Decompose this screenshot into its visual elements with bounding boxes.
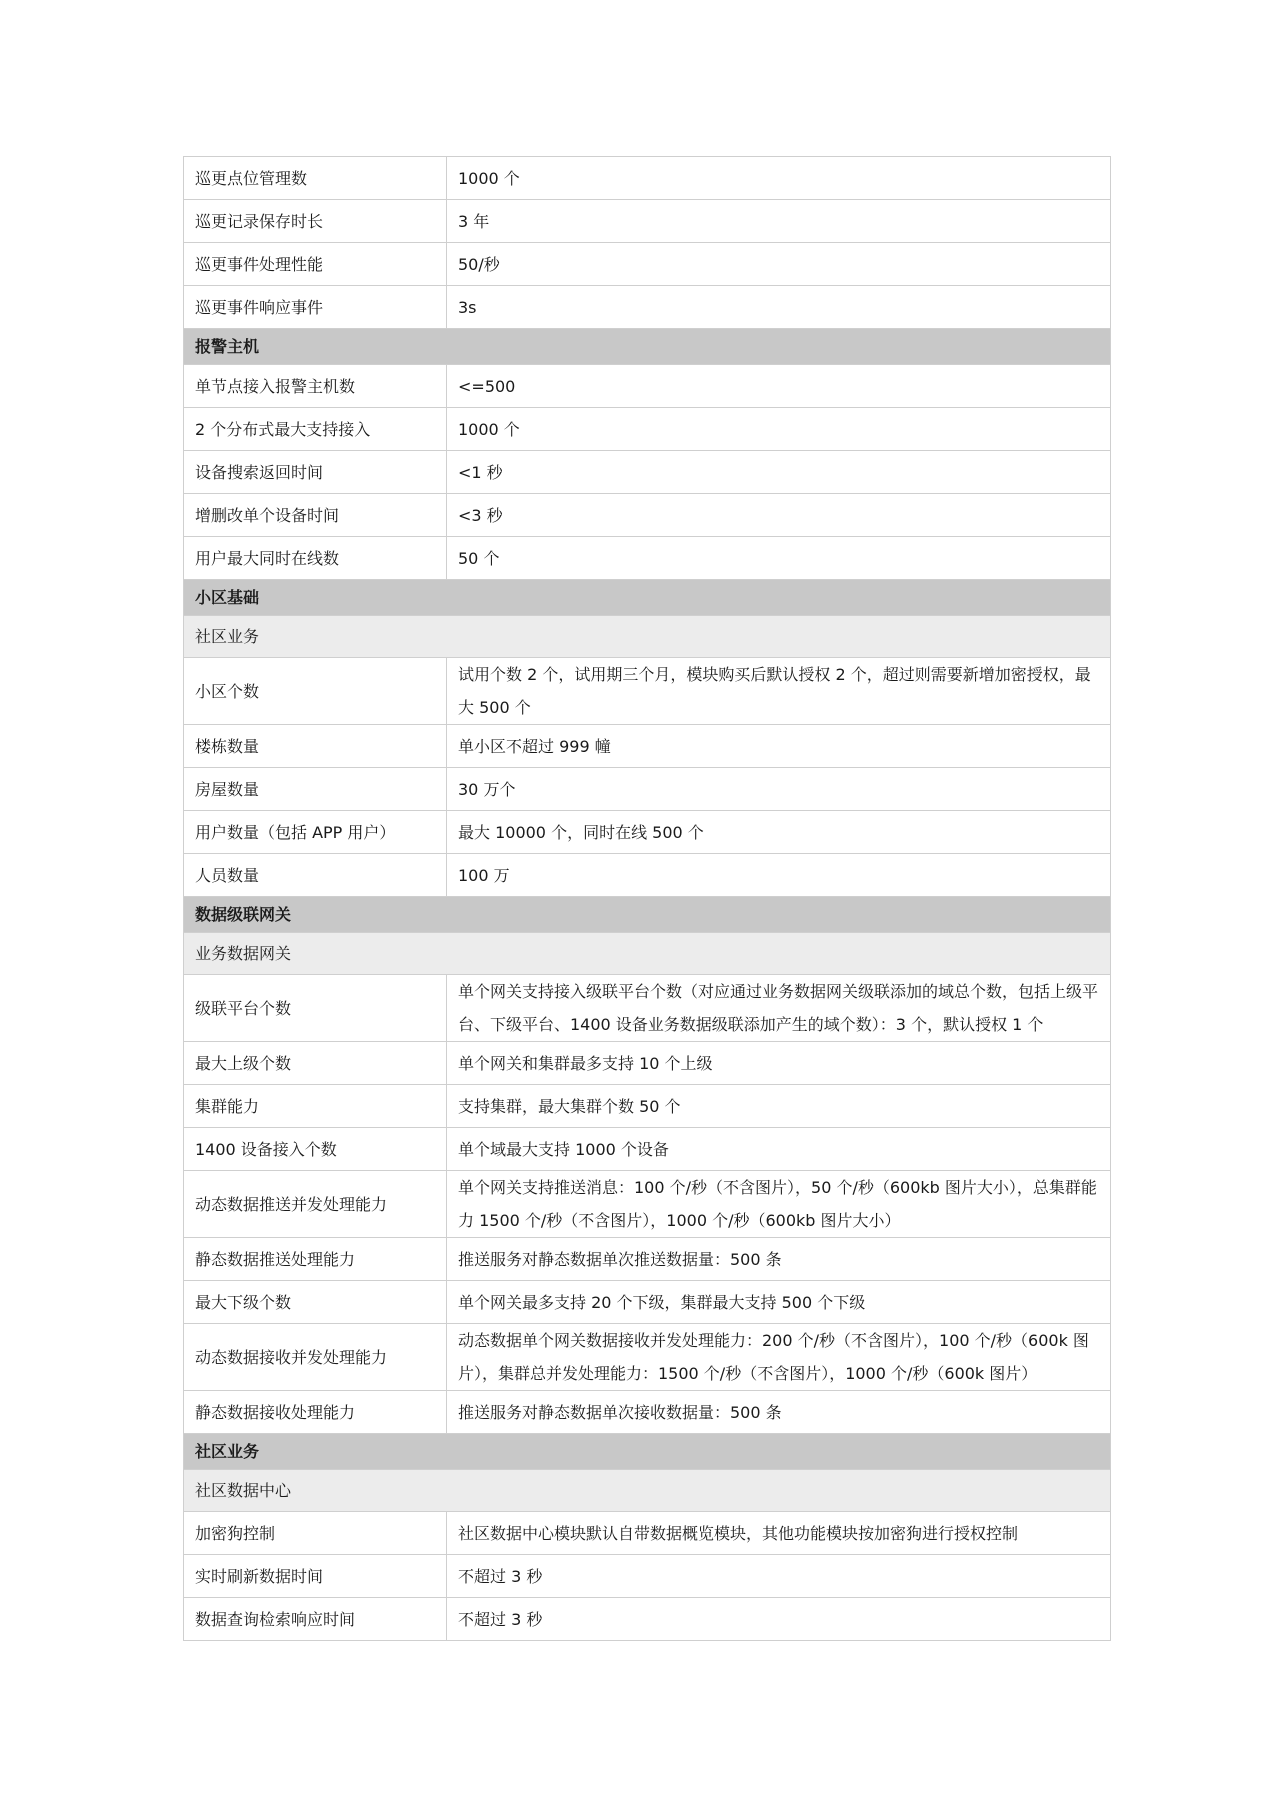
spec-table <box>183 156 1111 1641</box>
section-title: 社区业务 <box>184 1434 1111 1470</box>
table-row <box>184 1598 1111 1641</box>
spec-value: 支持集群，最大集群个数 50 个 <box>447 1085 1111 1128</box>
spec-value: 1000 个 <box>447 157 1111 200</box>
spec-table-body <box>184 157 1111 1641</box>
spec-value: <1 秒 <box>447 451 1111 494</box>
spec-value: 单个网关支持接入级联平台个数（对应通过业务数据网关级联添加的域总个数，包括上级平台、下级平台、1400 设备业务数据级联添加产生的域个数）：3 个，默认授权 1 个 <box>447 975 1111 1042</box>
section-header <box>184 580 1111 616</box>
table-row <box>184 200 1111 243</box>
table-row <box>184 1128 1111 1171</box>
spec-value: 不超过 3 秒 <box>447 1555 1111 1598</box>
section-header <box>184 1434 1111 1470</box>
table-row <box>184 768 1111 811</box>
spec-label: 巡更记录保存时长 <box>184 200 447 243</box>
spec-label: 用户数量（包括 APP 用户） <box>184 811 447 854</box>
spec-value: 单小区不超过 999 幢 <box>447 725 1111 768</box>
spec-label: 级联平台个数 <box>184 975 447 1042</box>
spec-value: 不超过 3 秒 <box>447 1598 1111 1641</box>
table-row <box>184 854 1111 897</box>
table-row <box>184 1555 1111 1598</box>
table-row <box>184 1391 1111 1434</box>
table-row <box>184 157 1111 200</box>
spec-value: 推送服务对静态数据单次推送数据量：500 条 <box>447 1238 1111 1281</box>
subsection-title: 社区业务 <box>184 616 1111 658</box>
table-row <box>184 1085 1111 1128</box>
spec-label: 静态数据推送处理能力 <box>184 1238 447 1281</box>
subsection-title: 社区数据中心 <box>184 1470 1111 1512</box>
table-row <box>184 286 1111 329</box>
table-row <box>184 1512 1111 1555</box>
section-title: 小区基础 <box>184 580 1111 616</box>
spec-value: 3s <box>447 286 1111 329</box>
spec-label: 房屋数量 <box>184 768 447 811</box>
section-title: 报警主机 <box>184 329 1111 365</box>
table-row <box>184 537 1111 580</box>
spec-value: 单个网关支持推送消息：100 个/秒（不含图片），50 个/秒（600kb 图片大小），总集群能力 1500 个/秒（不含图片），1000 个/秒（600kb 图片大小） <box>447 1171 1111 1238</box>
spec-label: 实时刷新数据时间 <box>184 1555 447 1598</box>
spec-label: 巡更点位管理数 <box>184 157 447 200</box>
spec-value: 推送服务对静态数据单次接收数据量：500 条 <box>447 1391 1111 1434</box>
table-row <box>184 1324 1111 1391</box>
table-row <box>184 494 1111 537</box>
spec-label: 设备搜索返回时间 <box>184 451 447 494</box>
spec-value: 100 万 <box>447 854 1111 897</box>
table-row <box>184 811 1111 854</box>
spec-value: 社区数据中心模块默认自带数据概览模块，其他功能模块按加密狗进行授权控制 <box>447 1512 1111 1555</box>
spec-label: 增删改单个设备时间 <box>184 494 447 537</box>
spec-value: 50 个 <box>447 537 1111 580</box>
spec-value: 最大 10000 个，同时在线 500 个 <box>447 811 1111 854</box>
spec-label: 动态数据接收并发处理能力 <box>184 1324 447 1391</box>
spec-label: 用户最大同时在线数 <box>184 537 447 580</box>
subsection-header <box>184 933 1111 975</box>
subsection-title: 业务数据网关 <box>184 933 1111 975</box>
table-row <box>184 408 1111 451</box>
spec-label: 小区个数 <box>184 658 447 725</box>
spec-label: 楼栋数量 <box>184 725 447 768</box>
section-header <box>184 897 1111 933</box>
subsection-header <box>184 1470 1111 1512</box>
table-row <box>184 1281 1111 1324</box>
spec-value: <3 秒 <box>447 494 1111 537</box>
table-row <box>184 243 1111 286</box>
table-row <box>184 658 1111 725</box>
spec-value: 动态数据单个网关数据接收并发处理能力：200 个/秒（不含图片），100 个/秒（600k 图片），集群总并发处理能力：1500 个/秒（不含图片），1000 个/秒（600k 图片） <box>447 1324 1111 1391</box>
spec-label: 人员数量 <box>184 854 447 897</box>
spec-value: 1000 个 <box>447 408 1111 451</box>
spec-label: 动态数据推送并发处理能力 <box>184 1171 447 1238</box>
spec-value: 50/秒 <box>447 243 1111 286</box>
spec-label: 集群能力 <box>184 1085 447 1128</box>
section-header <box>184 329 1111 365</box>
spec-value: 单个域最大支持 1000 个设备 <box>447 1128 1111 1171</box>
table-row <box>184 365 1111 408</box>
spec-value: 3 年 <box>447 200 1111 243</box>
spec-label: 2 个分布式最大支持接入 <box>184 408 447 451</box>
table-row <box>184 975 1111 1042</box>
spec-label: 数据查询检索响应时间 <box>184 1598 447 1641</box>
spec-value: 单个网关最多支持 20 个下级，集群最大支持 500 个下级 <box>447 1281 1111 1324</box>
table-row <box>184 725 1111 768</box>
spec-label: 单节点接入报警主机数 <box>184 365 447 408</box>
spec-value: <=500 <box>447 365 1111 408</box>
table-row <box>184 1171 1111 1238</box>
table-row <box>184 451 1111 494</box>
spec-label: 最大下级个数 <box>184 1281 447 1324</box>
spec-label: 巡更事件响应事件 <box>184 286 447 329</box>
section-title: 数据级联网关 <box>184 897 1111 933</box>
spec-label: 1400 设备接入个数 <box>184 1128 447 1171</box>
spec-label: 加密狗控制 <box>184 1512 447 1555</box>
spec-value: 30 万个 <box>447 768 1111 811</box>
spec-value: 单个网关和集群最多支持 10 个上级 <box>447 1042 1111 1085</box>
table-row <box>184 1042 1111 1085</box>
subsection-header <box>184 616 1111 658</box>
spec-value: 试用个数 2 个，试用期三个月，模块购买后默认授权 2 个，超过则需要新增加密授权，最大 500 个 <box>447 658 1111 725</box>
spec-label: 静态数据接收处理能力 <box>184 1391 447 1434</box>
spec-label: 最大上级个数 <box>184 1042 447 1085</box>
table-row <box>184 1238 1111 1281</box>
spec-label: 巡更事件处理性能 <box>184 243 447 286</box>
